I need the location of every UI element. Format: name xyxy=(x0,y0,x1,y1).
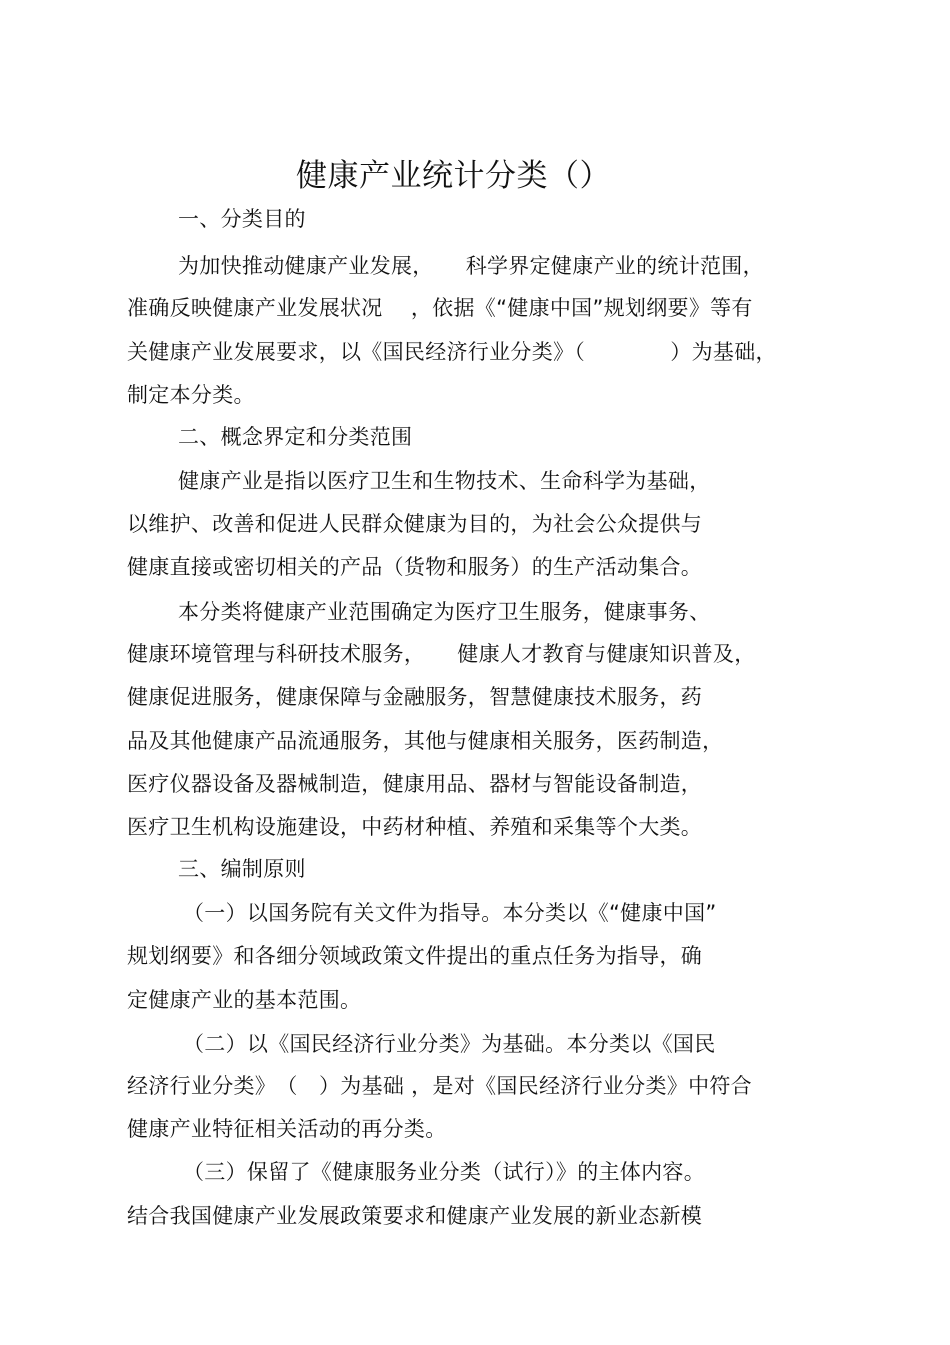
paragraph-line: 健康促进服务，健康保障与金融服务，智慧健康技术服务，药 xyxy=(127,685,703,709)
paragraph-line: 制定本分类。 xyxy=(127,383,255,407)
paragraph-line: 关健康产业发展要求，以《国民经济行业分类》（ ）为基础， xyxy=(127,340,777,364)
paragraph-line: 本分类将健康产业范围确定为医疗卫生服务，健康事务、 xyxy=(178,600,711,624)
paragraph-line: 准确反映健康产业发展状况 ，依据《“健康中国”规划纲要》等有 xyxy=(127,296,753,320)
paragraph-line: 健康直接或密切相关的产品（货物和服务）的生产活动集合。 xyxy=(127,555,703,579)
paragraph-line: 定健康产业的基本范围。 xyxy=(127,988,362,1012)
paragraph-line: （一）以国务院有关文件为指导。本分类以《“健康中国” xyxy=(183,901,717,925)
section-2-heading: 二、概念界定和分类范围 xyxy=(178,425,413,449)
paragraph-line: 为加快推动健康产业发展， 科学界定健康产业的统计范围， xyxy=(178,254,764,278)
paragraph-line: 经济行业分类》 （ ）为基础 ，是对《国民经济行业分类》中符合 xyxy=(127,1074,752,1098)
paragraph-line: 医疗卫生机构设施建设，中药材种植、养殖和采集等个大类。 xyxy=(127,815,703,839)
paragraph-line: （三）保留了《健康服务业分类（试行）》的主体内容。 xyxy=(183,1160,705,1184)
paragraph-line: （二）以《国民经济行业分类》为基础。本分类以《国民 xyxy=(183,1032,716,1056)
document-title: 健康产业统计分类（） xyxy=(296,158,611,194)
paragraph-line: 医疗仪器设备及器械制造，健康用品、器材与智能设备制造， xyxy=(127,772,703,796)
section-3-heading: 三、编制原则 xyxy=(178,857,306,881)
section-1-heading: 一、分类目的 xyxy=(178,207,306,231)
paragraph-line: 健康产业是指以医疗卫生和生物技术、生命科学为基础， xyxy=(178,469,711,493)
paragraph-line: 以维护、改善和促进人民群众健康为目的，为社会公众提供与 xyxy=(127,512,703,536)
paragraph-line: 结合我国健康产业发展政策要求和健康产业发展的新业态新模 xyxy=(127,1204,703,1228)
paragraph-line: 健康环境管理与科研技术服务， 健康人才教育与健康知识普及， xyxy=(127,642,756,666)
paragraph-line: 健康产业特征相关活动的再分类。 xyxy=(127,1117,447,1141)
paragraph-line: 规划纲要》和各细分领域政策文件提出的重点任务为指导，确 xyxy=(127,944,703,968)
paragraph-line: 品及其他健康产品流通服务，其他与健康相关服务，医药制造， xyxy=(127,729,724,753)
